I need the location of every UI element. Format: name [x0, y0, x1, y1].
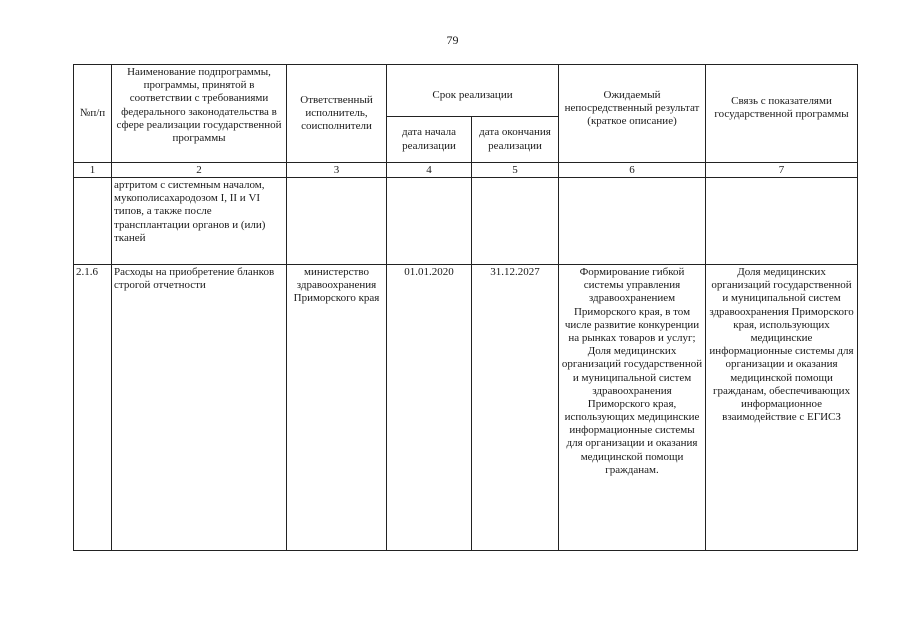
row-link: Доля медицинских организаций государственной и муниципальной систем здравоохранения Приморского края, использующих медицинские информационные системы для организации и оказания медицинской помощи гражданам, обеспечивающих информационное взаимодействие с ЕГИСЗ	[706, 265, 858, 551]
row-end: 31.12.2027	[472, 265, 559, 551]
column-number: 6	[559, 163, 706, 178]
column-number: 1	[74, 163, 112, 178]
row-responsible: министерство здравоохранения Приморского края	[287, 265, 387, 551]
column-number: 3	[287, 163, 387, 178]
row-result: Формирование гибкой системы управления здравоохранением Приморского края, в том числе развитие конкуренции на рынках товаров и услуг; Доля медицинских организаций государственной и муниципальной систем здравоохранения Приморского края, использующих медицинские информационные системы для организации и оказания медицинской помощи гражданам.	[559, 265, 706, 551]
header-period: Срок реализации	[387, 65, 559, 117]
row-start	[387, 178, 472, 265]
row-link	[706, 178, 858, 265]
page-number: 79	[446, 33, 459, 47]
header-num: №п/п	[74, 65, 112, 163]
header-name: Наименование подпрограммы, программы, принятой в соответствии с требованиями федерального законодательства в сфере реализации государственной программы	[112, 65, 287, 163]
column-number: 5	[472, 163, 559, 178]
column-number: 2	[112, 163, 287, 178]
column-number: 7	[706, 163, 858, 178]
header-result: Ожидаемый непосредственный результат (краткое описание)	[559, 65, 706, 163]
row-result	[559, 178, 706, 265]
row-num: 2.1.6	[74, 265, 112, 551]
header-responsible: Ответственный исполнитель, соисполнители	[287, 65, 387, 163]
row-num	[74, 178, 112, 265]
row-name: артритом с системным началом, мукополисахародозом I, II и VI типов, а также после трансплантации органов и (или) тканей	[112, 178, 287, 265]
program-table	[73, 64, 858, 551]
table-row	[74, 265, 858, 551]
row-name: Расходы на приобретение бланков строгой отчетности	[112, 265, 287, 551]
header-start: дата начала реализации	[387, 117, 472, 163]
row-responsible	[287, 178, 387, 265]
header-link: Связь с показателями государственной программы	[706, 65, 858, 163]
header-row-top	[74, 65, 858, 117]
row-start: 01.01.2020	[387, 265, 472, 551]
column-number-row	[74, 163, 858, 178]
header-end: дата окончания реализации	[472, 117, 559, 163]
table-row	[74, 178, 858, 265]
row-end	[472, 178, 559, 265]
column-number: 4	[387, 163, 472, 178]
